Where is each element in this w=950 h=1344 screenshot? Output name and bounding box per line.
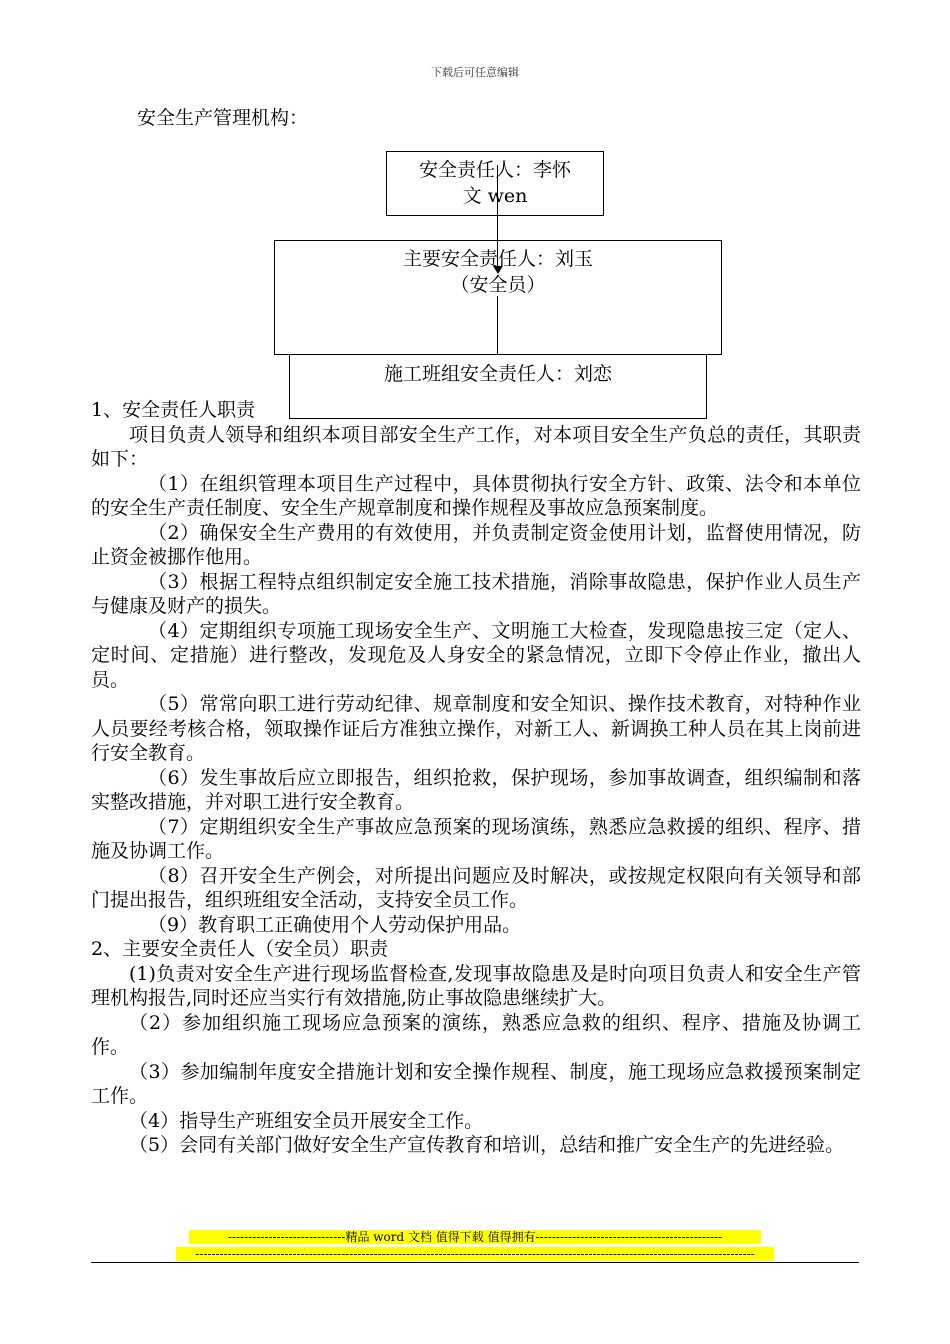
arrow-down-icon xyxy=(493,266,503,274)
connector-line xyxy=(497,165,498,269)
page-title: 安全生产管理机构： xyxy=(137,107,309,129)
footer-dashes: ------------------------------------------------------------------------------------------------------------------------------------------ xyxy=(176,1247,774,1261)
list-item: （8）召开安全生产例会，对所提出问题应及时解决，或按规定权限向有关领导和部门提出报告，组织班组安全活动，支持安全员工作。 xyxy=(91,864,861,911)
list-item: （5）会同有关部门做好安全生产宣传教育和培训，总结和推广安全生产的先进经验。 xyxy=(129,1134,845,1156)
org-box-main-safety-responsible xyxy=(274,240,722,355)
list-item: （2）确保安全生产费用的有效使用，并负责制定资金使用计划，监督使用情况，防止资金被挪作他用。 xyxy=(91,521,861,568)
list-item: (1)负责对安全生产进行现场监督检查,发现事故隐患及是时向项目负责人和安全生产管理机构报告,同时还应当实行有效措施,防止事故隐患继续扩大。 xyxy=(91,962,861,1009)
list-item: （3）根据工程特点组织制定安全施工技术措施，消除事故隐患，保护作业人员生产与健康及财产的损失。 xyxy=(91,570,861,617)
section-heading: 1、安全责任人职责 xyxy=(91,399,256,421)
list-item: （2）参加组织施工现场应急预案的演练，熟悉应急救的组织、程序、措施及协调工作。 xyxy=(91,1011,861,1058)
list-item: （4）指导生产班组安全员开展安全工作。 xyxy=(129,1109,484,1132)
footer-rule xyxy=(91,1262,859,1263)
footer-banner: -----------------------------精品 word 文档 值得下载 值得拥有---------------------------------------------- xyxy=(189,1230,761,1244)
list-item: （5）常常向职工进行劳动纪律、规章制度和安全知识、操作技术教育，对特种作业人员要经考核合格，领取操作证后方准独立操作，对新工人、新调换工种人员在其上岗前进行安全教育。 xyxy=(91,693,861,764)
list-item: （9）教育职工正确使用个人劳动保护用品。 xyxy=(148,913,522,936)
org-box-line: 施工班组安全责任人：刘恋 xyxy=(383,363,612,385)
document-body xyxy=(91,398,861,1158)
org-box-line: 安全责任人：李怀 xyxy=(418,159,571,181)
org-box-line: 主要安全责任人：刘玉 xyxy=(402,248,593,270)
list-item: （1）在组织管理本项目生产过程中，具体贯彻执行安全方针、政策、法令和本单位的安全生产责任制度、安全生产规章制度和操作规程及事故应急预案制度。 xyxy=(91,472,861,519)
list-item: （4）定期组织专项施工现场安全生产、文明施工大检查，发现隐患按三定（定人、定时间、定措施）进行整改，发现危及人身安全的紧急情况，立即下令停止作业，撤出人员。 xyxy=(91,619,861,691)
section-heading: 2、主要安全责任人（安全员）职责 xyxy=(91,938,389,960)
connector-line xyxy=(497,296,498,354)
header-note: 下载后可任意编辑 xyxy=(431,66,519,79)
org-box-line: 文 wen xyxy=(462,185,528,207)
list-item: （6）发生事故后应立即报告，组织抢救，保护现场，参加事故调查，组织编制和落实整改措施，并对职工进行安全教育。 xyxy=(91,766,861,813)
org-box-safety-responsible xyxy=(386,151,604,216)
org-box-line: （安全员） xyxy=(450,274,546,296)
list-item: （7）定期组织安全生产事故应急预案的现场演练，熟悉应急救援的组织、程序、措施及协调工作。 xyxy=(91,815,861,862)
list-item: （3）参加编制年度安全措施计划和安全操作规程、制度，施工现场应急救援预案制定工作。 xyxy=(91,1060,861,1107)
section-intro: 项目负责人领导和组织本项目部安全生产工作，对本项目安全生产负总的责任，其职责如下： xyxy=(91,423,861,470)
